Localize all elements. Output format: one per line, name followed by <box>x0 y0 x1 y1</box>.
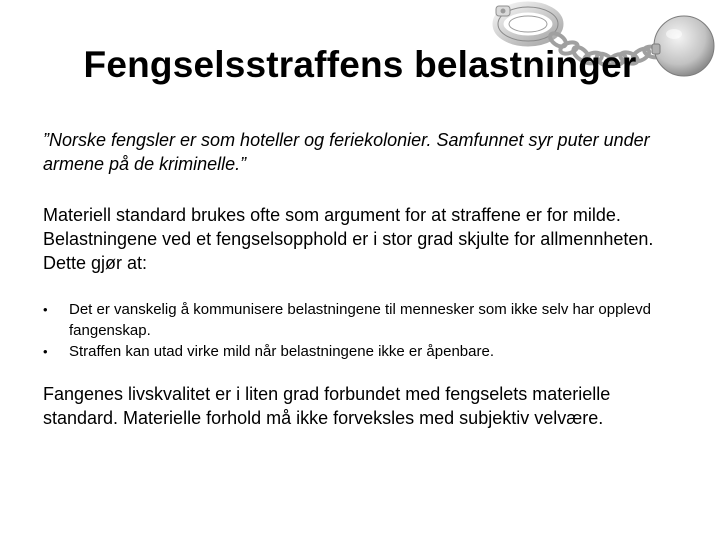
paragraph-materiell-standard: Materiell standard brukes ofte som argument for at straffene er for milde. Belastningene ved et fengselsopphold er i stor grad skjulte for allmennheten. Dette gjør at: <box>43 205 654 273</box>
bullet-list <box>43 299 683 362</box>
bullet-text: Det er vanskelig å kommunisere belastningene til mennesker som ikke selv har opplevd fangenskap. <box>69 301 651 339</box>
slide-title: Fengselsstraffens belastninger <box>83 44 637 85</box>
bullet-symbol: • <box>43 302 48 317</box>
bullet-text: Straffen kan utad virke mild når belastningene ikke er åpenbare. <box>69 343 494 360</box>
list-item <box>43 341 683 362</box>
paragraph-livskvalitet: Fangenes livskvalitet er i liten grad forbundet med fengselets materielle standard. Materielle forhold må ikke forveksles med subjektiv velvære. <box>43 384 611 428</box>
bullet-symbol: • <box>43 344 48 359</box>
slide-body <box>43 128 683 428</box>
quote-text: ”Norske fengsler er som hoteller og feriekolonier. Samfunnet syr puter under armene på de kriminelle.” <box>43 130 650 174</box>
list-item <box>43 299 683 341</box>
